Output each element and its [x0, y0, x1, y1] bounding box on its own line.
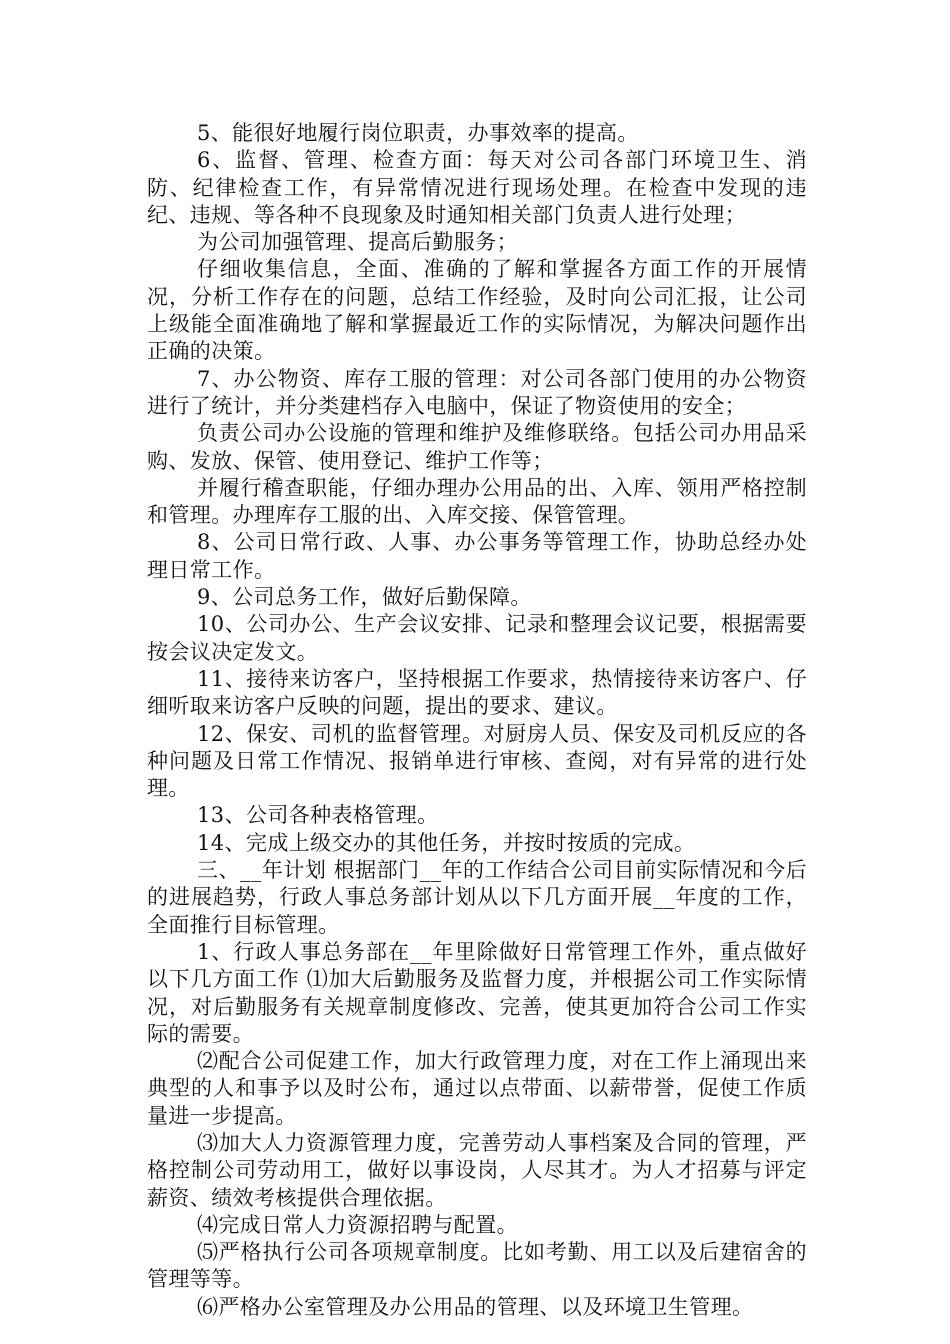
document-body	[147, 120, 807, 1321]
paragraph-8: 8、公司日常行政、人事、办公事务等管理工作，协助总经办处理日常工作。	[147, 530, 807, 582]
paragraph-16: 1、行政人事总务部在__年里除做好日常管理工作外，重点做好以下几方面工作 ⑴加大后勤服务及监督力度，并根据公司工作实际情况，对后勤服务有关规章制度修改、完善，使其更加符合公司工作实际的需要。	[147, 939, 807, 1046]
paragraph-21: ⑹严格办公室管理及办公用品的管理、以及环境卫生管理。	[197, 1294, 754, 1319]
paragraph-19: ⑷完成日常人力资源招聘与配置。	[197, 1212, 518, 1237]
paragraph-14: 14、完成上级交办的其他任务，并按时按质的完成。	[197, 830, 696, 855]
paragraph-15: 三、__年计划 根据部门__年的工作结合公司目前实际情况和今后的进展趋势，行政人事总务部计划从以下几方面开展__年度的工作，全面推行目标管理。	[147, 858, 807, 937]
paragraph-4: 仔细收集信息，全面、准确的了解和掌握各方面工作的开展情况，分析工作存在的问题，总结工作经验，及时向公司汇报，让公司上级能全面准确地了解和掌握最近工作的实际情况，为解决问题作出正确的决策。	[147, 257, 807, 364]
paragraph-11: 11、接待来访客户，坚持根据工作要求，热情接待来访客户、仔细听取来访客户反映的问题，提出的要求、建议。	[147, 666, 807, 719]
paragraph-13: 13、公司各种表格管理。	[197, 803, 439, 828]
paragraph-2: 6、监督、管理、检查方面：每天对公司各部门环境卫生、消防、纪律检查工作，有异常情况进行现场处理。在检查中发现的违纪、违规、等各种不良现象及时通知相关部门负责人进行处理；	[147, 148, 807, 227]
paragraph-5: 7、办公物资、库存工服的管理：对公司各部门使用的办公物资进行了统计，并分类建档存入电脑中，保证了物资使用的安全；	[147, 366, 807, 418]
paragraph-1: 5、能很好地履行岗位职责，办事效率的提高。	[197, 121, 639, 145]
paragraph-18: ⑶加大人力资源管理力度，完善劳动人事档案及合同的管理，严格控制公司劳动用工，做好以事设岗，人尽其才。为人才招募与评定薪资、绩效考核提供合理依据。	[147, 1130, 807, 1210]
paragraph-7: 并履行稽查职能，仔细办理办公用品的出、入库、领用严格控制和管理。办理库存工服的出、入库交接、保管管理。	[147, 475, 807, 528]
paragraph-12: 12、保安、司机的监督管理。对厨房人员、保安及司机反应的各种问题及日常工作情况、报销单进行审核、查阅，对有异常的进行处理。	[147, 721, 807, 801]
paragraph-3: 为公司加强管理、提高后勤服务；	[197, 230, 518, 255]
paragraph-10: 10、公司办公、生产会议安排、记录和整理会议记要，根据需要按会议决定发文。	[147, 612, 807, 664]
paragraph-6: 负责公司办公设施的管理和维护及维修联络。包括公司办用品采购、发放、保管、使用登记、维护工作等；	[147, 421, 807, 473]
paragraph-17: ⑵配合公司促建工作，加大行政管理力度，对在工作上涌现出来典型的人和事予以及时公布，通过以点带面、以薪带誉，促使工作质量进一步提高。	[147, 1049, 807, 1128]
paragraph-9: 9、公司总务工作，做好后勤保障。	[197, 585, 532, 610]
paragraph-20: ⑸严格执行公司各项规章制度。比如考勤、用工以及后建宿舍的管理等等。	[147, 1240, 807, 1292]
